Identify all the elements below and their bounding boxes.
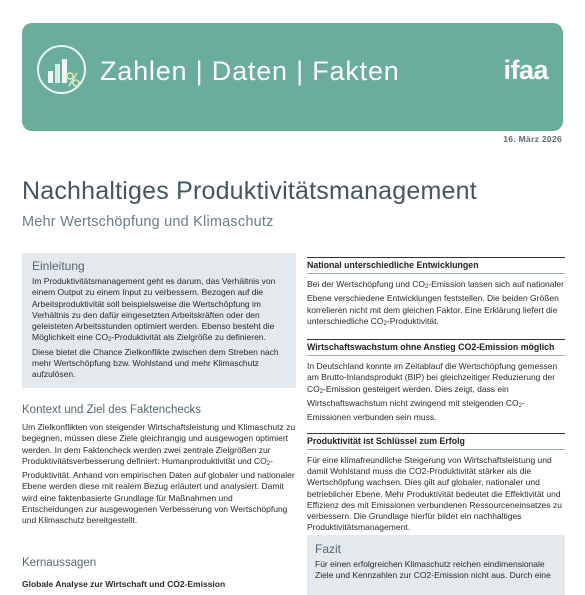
context-heading: Kontext und Ziel des Faktenchecks xyxy=(22,404,201,416)
kernaussagen-first-line: Globale Analyse zur Wirtschaft und CO2-Emission xyxy=(22,579,226,589)
section-growth xyxy=(307,339,565,423)
brand-logo: ifaa xyxy=(503,55,548,85)
fazit-heading: Fazit xyxy=(315,542,342,556)
fazit-text: Für einen erfolgreichen Klimaschutz reichen eindimensionale Ziele und Kennzahlen zur CO2-Emission nicht aus. Durch eine xyxy=(315,559,551,581)
kernaussagen-heading: Kernaussagen xyxy=(22,557,97,569)
page-subtitle: Mehr Wertschöpfung und Klimaschutz xyxy=(22,214,274,230)
context-text: Um Zielkonflikten von steigender Wirtschaftsleistung und Klimaschutz zu begegnen, müssen diese Ziele gleichrangig und ausgewogen optimiert werden. In dem Faktencheck werden zwei zentrale Zielgrößen zur Produktivitätsverbesserung definiert: Humanproduktivität und $CO_2$-Produktivität. Anhand von empirischen Daten auf globaler und nationaler Ebene werden diese mit realem Bezug erläutert und analysiert. Damit wird eine faktenbasierte Grundlage für Maßnahmen und Entscheidungen zur ausgewogenen Verbesserung von Wertschöpfung und Klimaschutz bereitgestellt. xyxy=(22,422,296,526)
fazit-box xyxy=(307,535,565,595)
page-title: Nachhaltiges Produktivitätsmanagement xyxy=(22,177,477,205)
section-productivity-heading: Produktivität ist Schlüssel zum Erfolg xyxy=(307,433,565,450)
publication-date: 16. März 2026 xyxy=(503,134,562,144)
section-national-heading: National unterschiedliche Entwicklungen xyxy=(307,257,565,274)
section-national-text: Bei der Wertschöpfung und $CO_2$-Emission lassen sich auf nationaler Ebene verschiedene Entwicklungen feststellen. Die beiden Größen korrelieren nicht mit dem gleichen Faktor. Eine Erklärung liefert die unterschiedliche $CO_2$-Produktivität. xyxy=(307,279,564,327)
header-title: Zahlen | Daten | Fakten xyxy=(100,56,400,86)
chart-percent-icon xyxy=(37,45,86,94)
right-column xyxy=(307,253,565,534)
section-growth-text: In Deutschland konnte im Zeitablauf die Wertschöpfung gemessen am Brutto-Inlandsprodukt (BIP) bei gleichzeitiger Reduzierung der $CO_2$-Emission gesteigert werden. Dies zeigt, dass ein Wirtschaftswachstum nicht zwingend mit steigenden $CO_2$-Emissionen verbunden sein muss. xyxy=(307,361,558,423)
section-productivity xyxy=(307,433,565,534)
section-national xyxy=(307,257,565,330)
section-productivity-text: Für eine klimafreundliche Steigerung von Wirtschaftsleistung und damit Wohlstand muss die CO2-Produktivität stärker als die Wertschöpfung wachsen. Dies gilt auf globaler, nationaler und betrieblicher Ebene. Mehr Produktivität bedeutet die Effektivität und Effizienz des mit Emissionen verbundenen Ressourceneinsatzes zu verbessern. Die Grundlage hierfür bildet ein nachhaltiges Produktivitätsmanagement. xyxy=(307,454,562,533)
kernaussagen-section xyxy=(22,557,296,569)
intro-text: Im Produktivitätsmanagement geht es darum, das Verhältnis von einem Output zu einem Input zu verbessern. Bezogen auf die Arbeitsproduktivität soll beispielsweise die Wertschöpfung im Verhältnis zu den dafür eingesetzten Arbeitskräften oder den geleisteten Arbeitsstunden optimiert werden. Ebenso besteht die Möglichkeit eine $CO_2$-Produktivität als Zielgröße zu definieren. Diese bietet die Chance Zielkonflikte zwischen dem Streben nach mehr Wertschöpfung bzw. Wohlstand und mehr Klimaschutz aufzulösen. xyxy=(32,276,279,380)
intro-heading: Einleitung xyxy=(32,259,85,273)
context-section xyxy=(22,404,296,527)
intro-box xyxy=(22,253,296,388)
header-banner xyxy=(22,23,563,131)
section-growth-heading: Wirtschaftswachstum ohne Anstieg CO2-Emission möglich xyxy=(307,339,565,356)
